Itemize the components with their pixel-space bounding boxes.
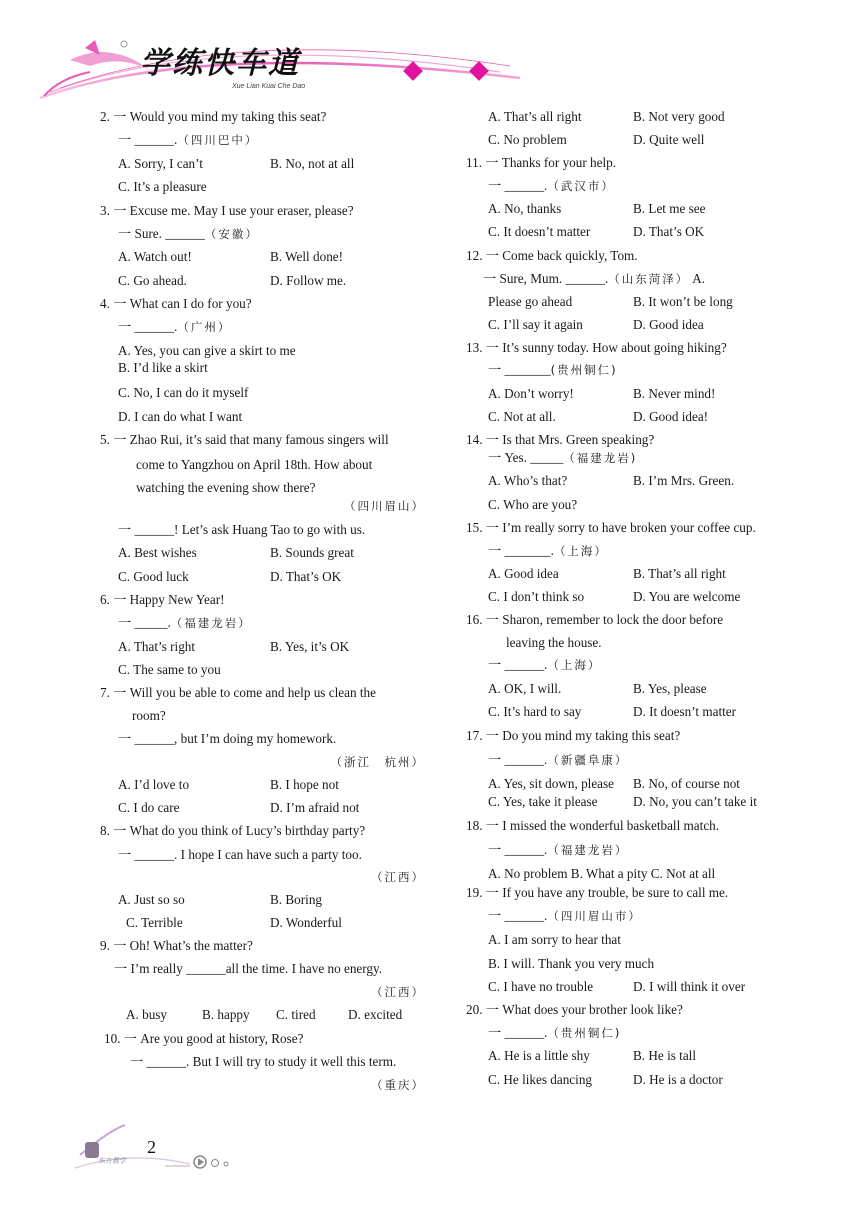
question-line [100,685,376,701]
answer-option: D. Quite well [633,132,705,147]
answer-option: B. It won’t be long [633,294,733,309]
line-text: 19. 一 If you have any trouble, be sure to call me. [466,885,729,900]
answer-option: B. No, not at all [270,156,355,171]
answer-option: A. That’s right [118,639,196,654]
question-line [466,1002,683,1018]
line-text: watching the evening show there? [136,480,316,495]
line-text: 5. 一 Zhao Rui, it’s said that many famous singers will [100,432,389,447]
answer-option: B. Sounds great [270,545,354,560]
answer-option: A. No, thanks [488,201,562,216]
answer-option: B. I’m Mrs. Green. [633,473,735,488]
line-text: 一 Yes. _____ [488,450,564,465]
answer-option: C. No problem [488,132,567,147]
source-tag: （新疆阜康） [547,753,629,767]
line-text: A. [692,271,706,286]
line-text: C. No, I can do it myself [118,385,249,400]
source-tag [100,984,425,1000]
answer-option: A. Don’t worry! [488,386,574,401]
logo-pinyin: Xue Lian Kuai Che Dao [232,83,306,90]
answer-option: D. That’s OK [633,224,705,239]
line-text: 6. 一 Happy New Year! [100,592,225,607]
answer-option: A. Yes, sit down, please [488,776,615,791]
text-line [488,497,577,513]
line-text: come to Yangzhou on April 18th. How about [136,457,373,472]
answer-option: C. Terrible [126,915,183,930]
line-text: 20. 一 What does your brother look like? [466,1002,683,1017]
answer-option: B. He is tall [633,1048,697,1063]
line-text: 一 ______. [488,178,548,193]
source-tag: （上海） [547,658,602,672]
answer-option: D. That’s OK [270,569,342,584]
source-tag-text: （江西） [371,870,425,884]
answer-option: C. It’s hard to say [488,704,582,719]
source-tag-text: （四川眉山） [344,499,425,513]
question-line [104,1031,304,1047]
text-line [488,657,601,673]
text-line [118,319,231,335]
text-line [488,178,615,194]
question-line [466,432,654,448]
source-tag [100,869,425,885]
text-line [118,731,336,747]
answer-option: A. Who’s that? [488,473,568,488]
line-text: 一 Sure. ______ [118,226,205,241]
answer-option: C. Go ahead. [118,273,187,288]
footer-decoration [70,1120,270,1180]
question-line [100,938,253,954]
text-line [136,480,315,496]
answer-option: D. Good idea! [633,409,709,424]
text-line [136,457,372,473]
line-text: 17. 一 Do you mind my taking this seat? [466,728,681,743]
answer-option: B. No, of course not [633,776,740,791]
line-text: 一 ______. [488,1025,548,1040]
answer-option: A. Good idea [488,566,559,581]
text-line [118,360,208,376]
line-text: 14. 一 Is that Mrs. Green speaking? [466,432,655,447]
question-line [100,823,365,839]
answer-option: C. I don’t think so [488,589,585,604]
line-text: 12. 一 Come back quickly, Tom. [466,248,638,263]
text-line [132,708,166,724]
answer-option: C. I have no trouble [488,979,594,994]
answer-option: A. He is a little shy [488,1048,590,1063]
text-line [118,385,248,401]
source-tag: （贵州铜仁) [547,1026,622,1040]
line-text: 一 ______. [118,132,178,147]
line-text: D. I can do what I want [118,409,243,424]
source-tag [100,754,425,770]
source-tag: （安徽） [204,227,259,241]
question-line [100,432,389,448]
answer-option: D. excited [348,1007,403,1022]
text-line [118,132,258,148]
source-tag: （福建龙岩） [547,843,629,857]
line-text: B. I’d like a skirt [118,360,208,375]
text-line [488,450,637,466]
source-tag: （福建龙岩） [170,616,252,630]
answer-option: B. That’s all right [633,566,726,581]
answer-option: B. I hope not [270,777,339,792]
answer-option: D. You are welcome [633,589,741,604]
answer-option: D. He is a doctor [633,1072,723,1087]
line-text: 9. 一 Oh! What’s the matter? [100,938,253,953]
line-text: 一 _____. [118,615,171,630]
page-header [0,0,860,105]
line-text: 一 ______. I hope I can have such a party too. [118,847,362,862]
question-line [466,728,680,744]
question-line [466,248,638,264]
text-line [488,1025,621,1041]
question-line [100,109,326,125]
line-text: leaving the house. [506,635,602,650]
question-line [466,818,719,834]
answer-option: B. Yes, please [633,681,707,696]
text-line [118,226,259,242]
source-tag: （福建龙岩) [563,451,638,465]
answer-option: D. It doesn’t matter [633,704,737,719]
line-text: 4. 一 What can I do for you? [100,296,252,311]
answer-option: A. Just so so [118,892,185,907]
answer-option: D. Wonderful [270,915,342,930]
answer-option: C. Yes, take it please [488,794,598,809]
logo-title: 学练快车道 [140,46,300,81]
answer-option: B. Boring [270,892,323,907]
source-tag: （广州） [177,320,232,334]
line-text: 2. 一 Would you mind my taking this seat? [100,109,327,124]
page-number: 2 [147,1137,156,1157]
footer-brand: 东方教学 [98,1157,126,1165]
answer-option: D. I will think it over [633,979,746,994]
source-tag-text: （浙江 杭州） [330,755,425,769]
header-swoosh-decoration [0,0,860,105]
question-line [466,155,616,171]
answer-option: B. Well done! [270,249,344,264]
answer-option: C. Good luck [118,569,189,584]
line-text: room? [132,708,166,723]
answer-option: A. That’s all right [488,109,582,124]
line-text: 一 ______. But I will try to study it well this term. [130,1054,397,1069]
answer-option: A. busy [126,1007,168,1022]
answer-option: C. tired [276,1007,316,1022]
answer-option: A. OK, I will. [488,681,562,696]
line-text: 一 ______. [488,657,548,672]
line-text: 18. 一 I missed the wonderful basketball match. [466,818,720,833]
line-text: 13. 一 It’s sunny today. How about going hiking? [466,340,727,355]
answer-option: A. Watch out! [118,249,192,264]
answer-option: B. Let me see [633,201,706,216]
line-text: 一 ______. [118,319,178,334]
text-line [118,615,252,631]
question-line [100,592,225,608]
line-text: A. Yes, you can give a skirt to me [118,343,296,358]
text-line [118,847,362,863]
answer-option: C. Not at all. [488,409,556,424]
line-text: A. No problem B. What a pity C. Not at all [488,866,716,881]
answer-option: A. Sorry, I can’t [118,156,203,171]
line-text: 一 _______ [488,362,551,377]
source-tag-text: （江西） [371,985,425,999]
answer-option: Please go ahead [488,294,573,309]
source-tag [100,1077,425,1093]
text-line [506,635,602,651]
source-tag: （山东菏泽） [608,272,690,286]
text-line [483,271,705,287]
source-tag: （四川巴中） [177,133,259,147]
answer-option: B. Not very good [633,109,725,124]
line-text: 16. 一 Sharon, remember to lock the door before [466,612,724,627]
text-line [118,409,242,425]
text-line [488,752,628,768]
line-text: 10. 一 Are you good at history, Rose? [104,1031,304,1046]
answer-option: C. I’ll say it again [488,317,583,332]
line-text: 一 ______. [488,908,548,923]
source-tag: （武汉市） [547,179,615,193]
source-tag: （上海） [553,544,608,558]
answer-option: C. I do care [118,800,180,815]
source-tag-text: （重庆） [371,1078,425,1092]
text-line [488,866,715,882]
answer-option: B. Yes, it’s OK [270,639,350,654]
answer-option: D. Follow me. [270,273,347,288]
line-text: 15. 一 I’m really sorry to have broken your coffee cup. [466,520,756,535]
line-text: 一 Sure, Mum. ______. [483,271,609,286]
line-text: 8. 一 What do you think of Lucy’s birthday party? [100,823,366,838]
answer-option: B. Never mind! [633,386,716,401]
answer-option: C. He likes dancing [488,1072,593,1087]
text-line [488,362,618,378]
answer-option: D. Good idea [633,317,704,332]
answer-option: B. happy [202,1007,250,1022]
question-line [466,612,723,628]
source-tag: （四川眉山市） [547,909,642,923]
line-text: C. Who are you? [488,497,578,512]
line-text: 一 I’m really ______all the time. I have no energy. [114,961,383,976]
answer-option: D. No, you can’t take it [633,794,757,809]
line-text: 7. 一 Will you be able to come and help us clean the [100,685,376,700]
text-line [488,956,654,972]
line-text: 一 ______. [488,752,548,767]
answer-option: D. I’m afraid not [270,800,360,815]
line-text: A. I am sorry to hear that [488,932,621,947]
answer-option: A. I’d love to [118,777,190,792]
answer-option: C. It doesn’t matter [488,224,591,239]
text-line [118,179,207,195]
text-line [118,522,365,538]
text-line [488,543,608,559]
source-tag: (贵州铜仁) [550,363,618,377]
text-line [118,343,296,359]
line-text: C. The same to you [118,662,221,677]
source-tag [100,498,425,514]
page-footer [70,1120,270,1180]
line-text: 一 ______, but I’m doing my homework. [118,731,337,746]
answer-option: A. Best wishes [118,545,197,560]
question-line [466,520,756,536]
question-line [466,885,728,901]
text-line [488,842,628,858]
line-text: C. It’s a pleasure [118,179,207,194]
text-line [114,961,382,977]
line-text: 一 _______. [488,543,554,558]
text-line [118,662,221,678]
line-text: 3. 一 Excuse me. May I use your eraser, please? [100,203,354,218]
text-line [130,1054,396,1070]
line-text: 一 ______. [488,842,548,857]
text-line [488,932,621,948]
question-line [466,340,727,356]
text-line [488,908,642,924]
question-line [100,203,354,219]
line-text: 11. 一 Thanks for your help. [466,155,617,170]
line-text: 一 ______! Let’s ask Huang Tao to go with us. [118,522,366,537]
line-text: B. I will. Thank you very much [488,956,655,971]
question-line [100,296,252,312]
